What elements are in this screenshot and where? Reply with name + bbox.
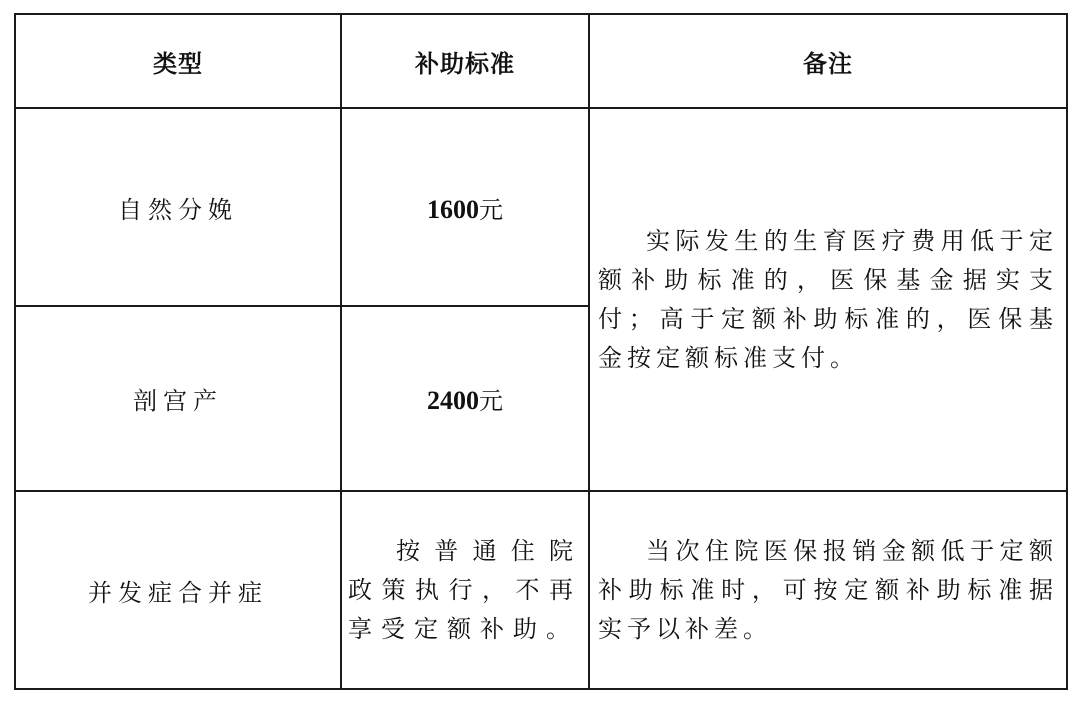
amount-value: 2400	[427, 386, 479, 415]
shared-note-text: 实际发生的生育医疗费用低于定额补助标准的，医保基金据实支付；高于定额补助标准的，医保基金按定额标准支付。	[598, 226, 1058, 372]
amount-value: 1600	[427, 194, 479, 224]
amount-unit: 元	[479, 387, 503, 415]
type-cell-complications: 并发症合并症	[15, 491, 341, 689]
header-standard: 补助标准	[341, 14, 589, 108]
standard-text: 按普通住院政策执行，不再享受定额补助。	[348, 536, 582, 643]
standard-cell-complications	[341, 491, 589, 689]
table-row	[15, 491, 1067, 689]
note-text: 当次住院医保报销金额低于定额补助标准时，可按定额补助标准据实予以补差。	[598, 536, 1058, 643]
header-note: 备注	[589, 14, 1067, 108]
amount-cell-cesarean	[341, 306, 589, 491]
shared-note-cell	[589, 108, 1067, 491]
type-cell-cesarean: 剖宫产	[15, 306, 341, 491]
table-row	[15, 108, 1067, 306]
note-cell-complications	[589, 491, 1067, 689]
header-type: 类型	[15, 14, 341, 108]
table-header-row	[15, 14, 1067, 108]
type-cell-natural-birth: 自然分娩	[15, 108, 341, 306]
subsidy-table	[14, 13, 1068, 690]
amount-cell-natural-birth	[341, 108, 589, 306]
amount-unit: 元	[479, 195, 503, 224]
